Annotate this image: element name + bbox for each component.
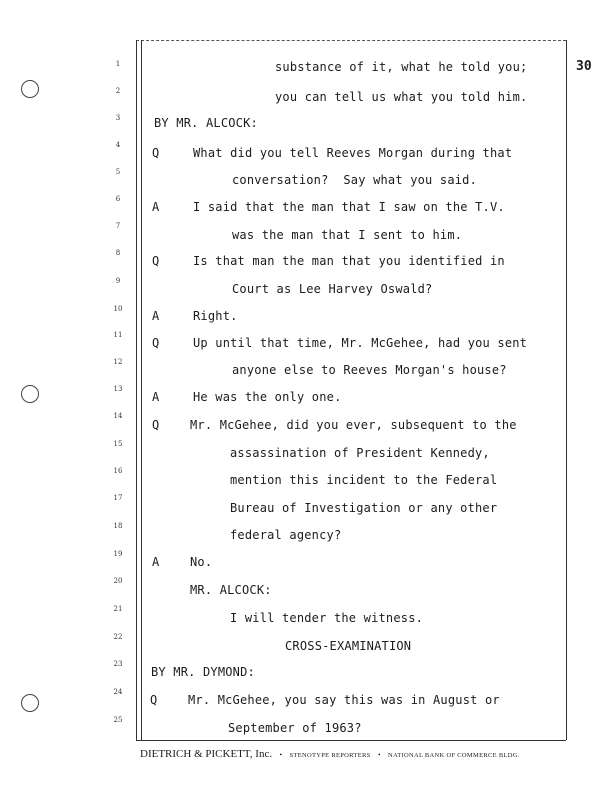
line-number: 10 xyxy=(113,305,123,313)
question-marker: Q xyxy=(150,693,158,707)
line-number: 4 xyxy=(115,141,121,149)
transcript-line: What did you tell Reeves Morgan during that xyxy=(193,146,513,160)
line-number: 1 xyxy=(115,60,121,68)
transcript-line: anyone else to Reeves Morgan's house? xyxy=(232,363,507,377)
page-border-left-inner xyxy=(141,40,142,740)
line-number: 19 xyxy=(113,550,123,558)
transcript-line: was the man that I sent to him. xyxy=(232,228,463,242)
line-number: 11 xyxy=(113,331,123,339)
transcript-line: BY MR. ALCOCK: xyxy=(154,116,258,130)
section-heading: CROSS-EXAMINATION xyxy=(285,639,412,653)
page-footer xyxy=(140,748,570,760)
line-number: 24 xyxy=(113,688,123,696)
transcript-line: No. xyxy=(190,555,213,569)
footer-service: STENOTYPE REPORTERS xyxy=(289,752,371,759)
transcript-line: BY MR. DYMOND: xyxy=(151,665,255,679)
answer-marker: A xyxy=(152,200,160,214)
transcript-line: September of 1963? xyxy=(228,721,362,735)
page-border-right xyxy=(566,40,567,740)
transcript-line: Mr. McGehee, did you ever, subsequent to the xyxy=(190,418,517,432)
transcript-line: assassination of President Kennedy, xyxy=(230,446,490,460)
answer-marker: A xyxy=(152,309,160,323)
transcript-line: I said that the man that I saw on the T.V. xyxy=(193,200,505,214)
transcript-line: federal agency? xyxy=(230,528,342,542)
punch-hole-middle xyxy=(21,385,39,403)
question-marker: Q xyxy=(152,336,160,350)
transcript-line: conversation? Say what you said. xyxy=(232,173,478,187)
transcript-line: substance of it, what he told you; xyxy=(275,60,528,74)
line-number: 6 xyxy=(115,195,121,203)
line-number: 14 xyxy=(113,412,123,420)
line-number: 18 xyxy=(113,522,123,530)
page-border-left xyxy=(136,40,137,740)
punch-hole-bottom xyxy=(21,694,39,712)
transcript-line: mention this incident to the Federal xyxy=(230,473,498,487)
transcript-line: Court as Lee Harvey Oswald? xyxy=(232,282,433,296)
line-number: 16 xyxy=(113,467,123,475)
transcript-line: Up until that time, Mr. McGehee, had you sent xyxy=(193,336,528,350)
line-number: 23 xyxy=(113,660,123,668)
transcript-line: Mr. McGehee, you say this was in August or xyxy=(188,693,500,707)
line-number: 12 xyxy=(113,358,123,366)
question-marker: Q xyxy=(152,146,160,160)
line-number: 25 xyxy=(113,716,123,724)
footer-firm: DIETRICH & PICKETT, Inc. xyxy=(140,748,273,760)
footer-address: NATIONAL BANK OF COMMERCE BLDG. xyxy=(387,752,520,759)
line-number: 22 xyxy=(113,633,123,641)
transcript-line: you can tell us what you told him. xyxy=(275,90,528,104)
footer-separator: • xyxy=(378,751,381,759)
page-number: 30 xyxy=(576,59,592,74)
line-number: 2 xyxy=(115,87,121,95)
line-number: 8 xyxy=(115,249,121,257)
punch-hole-top xyxy=(21,80,39,98)
transcript-line: He was the only one. xyxy=(193,390,342,404)
footer-separator: • xyxy=(279,751,283,759)
page-border-bottom xyxy=(136,740,566,741)
transcript-line: Right. xyxy=(193,309,238,323)
line-number: 17 xyxy=(113,494,123,502)
page-border-top xyxy=(136,40,566,41)
transcript-line: Is that man the man that you identified in xyxy=(193,254,505,268)
line-number: 20 xyxy=(113,577,123,585)
line-number: 9 xyxy=(115,277,121,285)
transcript-line: I will tender the witness. xyxy=(230,611,424,625)
line-number: 5 xyxy=(115,168,121,176)
transcript-line: Bureau of Investigation or any other xyxy=(230,501,498,515)
line-number: 7 xyxy=(115,222,121,230)
line-number: 3 xyxy=(115,114,121,122)
transcript-line: MR. ALCOCK: xyxy=(190,583,272,597)
line-number: 21 xyxy=(113,605,123,613)
answer-marker: A xyxy=(152,555,160,569)
answer-marker: A xyxy=(152,390,160,404)
line-number: 13 xyxy=(113,385,123,393)
line-number: 15 xyxy=(113,440,123,448)
question-marker: Q xyxy=(152,254,160,268)
question-marker: Q xyxy=(152,418,160,432)
